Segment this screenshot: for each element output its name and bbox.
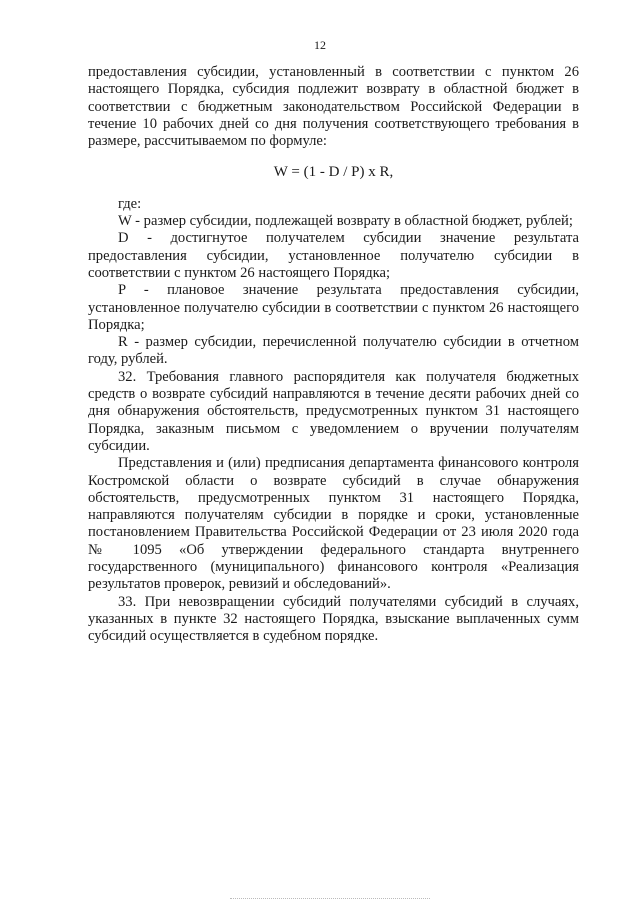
paragraph-definition-d: D - достигнутое получателем субсидии значение результата предоставления субсидии, установленное получателю субсидии в соответствии с пунктом 26 настоящего Порядка;: [88, 230, 579, 281]
paragraph-clause-32-representations: Представления и (или) предписания департамента финансового контроля Костромской области о возврате субсидий в случае обнаружения обстоятельств, предусмотренных пунктом 31 настоящего Порядка, направляются получателям субсидии в порядке и сроки, установленные постановлением Правительства Российской Федерации от 23 июля 2020 года № 1095 «Об утверждении федерального стандарта внутреннего государственного (муниципального) финансового контроля «Реализация результатов проверок, ревизий и обследований».: [88, 455, 579, 593]
paragraph-definition-p: P - плановое значение результата предоставления субсидии, установленное получателю субсидии в соответствии с пунктом 26 настоящего Порядка;: [88, 282, 579, 333]
paragraph-intro: предоставления субсидии, установленный в соответствии с пунктом 26 настоящего Порядка, субсидия подлежит возврату в областной бюджет в соответствии с бюджетным законодательством Российской Федерации в течение 10 рабочих дней со дня получения соответствующего требования в размере, рассчитываемом по формуле:: [88, 64, 579, 150]
paragraph-definition-w: W - размер субсидии, подлежащей возврату в областной бюджет, рублей;: [118, 213, 573, 230]
paragraph-clause-33: 33. При невозвращении субсидий получателями субсидий в случаях, указанных в пункте 32 настоящего Порядка, взыскание выплаченных сумм субсидий осуществляется в судебном порядке.: [88, 593, 579, 645]
document-body: [88, 64, 579, 646]
paragraph-definition-r: R - размер субсидии, перечисленной получателю субсидии в отчетном году, рублей.: [88, 334, 579, 368]
paragraph-where: где:: [118, 195, 142, 212]
formula: W = (1 - D / P) x R,: [273, 164, 394, 181]
paragraph-clause-32: 32. Требования главного распорядителя как получателя бюджетных средств о возврате субсидий направляются в течение десяти рабочих дней со дня обнаружения обстоятельств, предусмотренных пунктом 31 настоящего Порядка, заказным письмом с уведомлением о вручении получателям субсидии.: [88, 368, 579, 454]
scan-artifact-line: [230, 898, 430, 903]
page-number: 12: [314, 38, 326, 52]
